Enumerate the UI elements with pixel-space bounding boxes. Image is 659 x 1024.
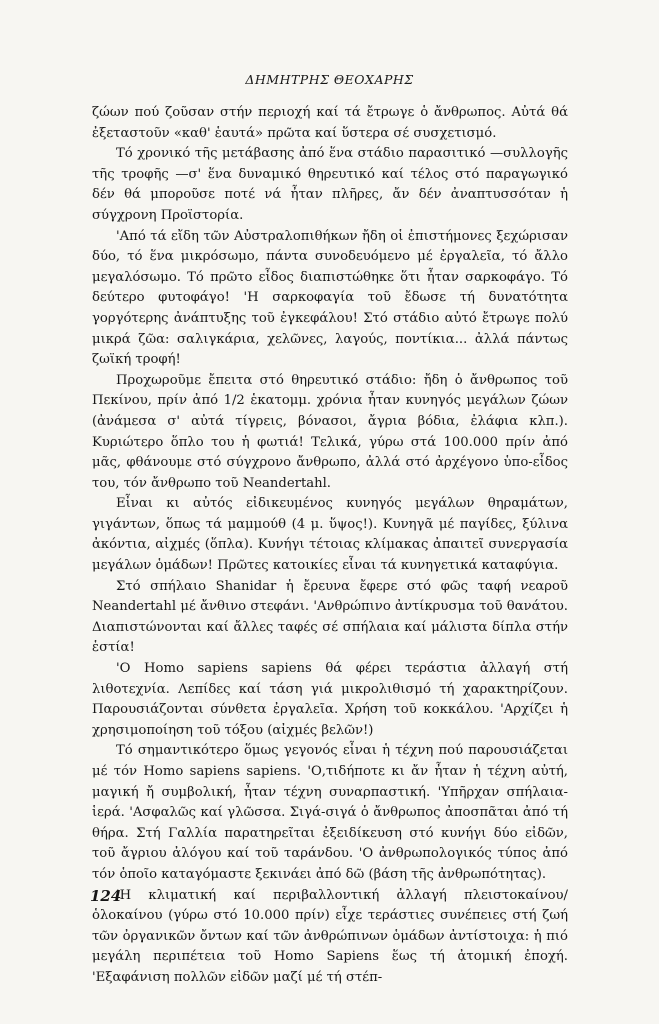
- paragraph: Τό χρονικό τῆς μετάβασης ἀπό ἕνα στάδιο παρασιτικό —συλλογῆς τῆς τροφῆς —σ' ἕνα δυναμικό θηρευτικό καί τέλος στό παραγωγικό δέν θά μποροῦσε ποτέ νά ἦταν πλῆρες, ἄν δέν ἀναπτυσσόταν ἡ σύγχρονη Προϊστορία.: [92, 146, 568, 223]
- paragraph: Προχωροῦμε ἔπειτα στό θηρευτικό στάδιο: ἤδη ὁ ἄνθρωπος τοῦ Πεκίνου, πρίν ἀπό 1/2 ἑκατομμ. χρόνια ἦταν κυνηγός μεγάλων ζώων (ἀνάμεσα σ' αὐτά τίγρεις, βόνασοι, ἄγρια βόδια, ἐλάφια κλπ.). Κυριώτερο ὅπλο του ἡ φωτιά! Τελικά, γύρω στά 100.000 πρίν ἀπό μᾶς, φθάνουμε στό σύγχρονο ἄνθρωπο, ἀλλά στό ἀρχέγονο ὑπο-εἶδος του, τόν ἄνθρωπο τοῦ Neandertahl.: [92, 372, 568, 491]
- paragraph: Εἶναι κι αὐτός εἰδικευμένος κυνηγός μεγάλων θηραμάτων, γιγάντων, ὅπως τά μαμμούθ (4 μ. ὕψος!). Κυνηγᾶ μέ παγίδες, ξύλινα ἀκόντια, αἰχμές (ὅπλα). Κυνήγι τέτοιας κλίμακας ἀπαιτεῖ συνεργασία μεγάλων ὁμάδων! Πρῶτες κατοικίες εἶναι τά κυνηγετικά καταφύγια.: [92, 496, 568, 574]
- paragraph: 'Η κλιματική καί περιβαλλοντική ἀλλαγή πλειστοκαίνου/ὁλοκαίνου (γύρω στό 10.000 πρίν) εἶχε τεράστιες συνέπειες στή ζωή τῶν ὀργανικῶν ὄντων καί τῶν ἀνθρώπινων ὁμάδων ἀντίστοιχα: ἡ πιό μεγάλη περιπέτεια τοῦ Homo Sapiens ἕως τή ἀτομική ἐποχή. 'Εξαφάνιση πολλῶν εἰδῶν μαζί μέ τή στέπ-: [92, 887, 568, 985]
- paragraph: ζώων πού ζοῦσαν στήν περιοχή καί τά ἔτρωγε ὁ ἄνθρωπος. Αὐτά θά ἐξεταστοῦν «καθ' ἑαυτά» πρῶτα καί ὕστερα σέ συσχετισμό.: [92, 105, 568, 141]
- paragraph: Τό σημαντικότερο ὅμως γεγονός εἶναι ἡ τέχνη πού παρουσιάζεται μέ τόν Homo sapiens sapiens. 'Ο,τιδήποτε κι ἄν ἦταν ἡ τέχνη αὐτή, μαγική ἤ συμβολική, ἦταν τέχνη συναρπαστική. 'Υπῆρχαν σπήλαια-ἱερά. 'Ασφαλῶς καί γλῶσσα. Σιγά-σιγά ὁ ἄνθρωπος ἀποσπᾶται ἀπό τή θήρα. Στή Γαλλία παρατηρεῖται ἐξειδίκευση στό κυνήγι δύο εἰδῶν, τοῦ ἄγριου ἀλόγου καί τοῦ ταράνδου. 'Ο ἀνθρωπολογικός τύπος ἀπό τόν ὁποῖο καταγόμαστε ξεκινάει ἀπό δῶ (βάση τῆς ἀνθρωπότητας).: [92, 743, 568, 882]
- paragraph: Στό σπήλαιο Shanidar ἡ ἔρευνα ἔφερε στό φῶς ταφή νεαροῦ Neandertahl μέ ἄνθινο στεφάνι. 'Ανθρώπινο ἀντίκρυσμα τοῦ θανάτου. Διαπιστώνονται καί ἄλλες ταφές σέ σπήλαια καί μάλιστα δίπλα στήν ἑστία!: [92, 578, 568, 656]
- running-header: ΔΗΜΗΤΡΗΣ ΘΕΟΧΑΡΗΣ: [245, 72, 414, 87]
- paragraph: 'Από τά εἴδη τῶν Αὐστραλοπιθήκων ἤδη οἱ ἐπιστήμονες ξεχώρισαν δύο, τό ἕνα μικρόσωμο, πάντα συνοδευόμενο μέ ἐργαλεῖα, τό ἄλλο μεγαλόσωμο. Τό πρῶτο εἶδος διαπιστώθηκε ὅτι ἦταν σαρκοφάγο. Τό δεύτερο φυτοφάγο! 'Η σαρκοφαγία τοῦ ἔδωσε τή δυνατότητα γοργότερης ἀνάπτυξης τοῦ ἐγκεφάλου! Στό στάδιο αὐτό ἔτρωγε πολύ μικρά ζῶα: σαλιγκάρια, χελῶνες, λαγούς, ποντίκια... ἀλλά πάντως ζωϊκή τροφή!: [92, 228, 568, 368]
- paragraph: 'Ο Homo sapiens sapiens θά φέρει τεράστια ἀλλαγή στή λιθοτεχνία. Λεπίδες καί τάση γιά μικρολιθισμό τή χαρακτηρίζουν. Παρουσιάζονται σύνθετα ἐργαλεῖα. Χρήση τοῦ κοκκάλου. 'Αρχίζει ἡ χρησιμοποίηση τοῦ τόξου (αἰχμές βελῶν!): [92, 661, 568, 738]
- page-number: 124: [90, 887, 122, 905]
- page-body: [92, 103, 568, 989]
